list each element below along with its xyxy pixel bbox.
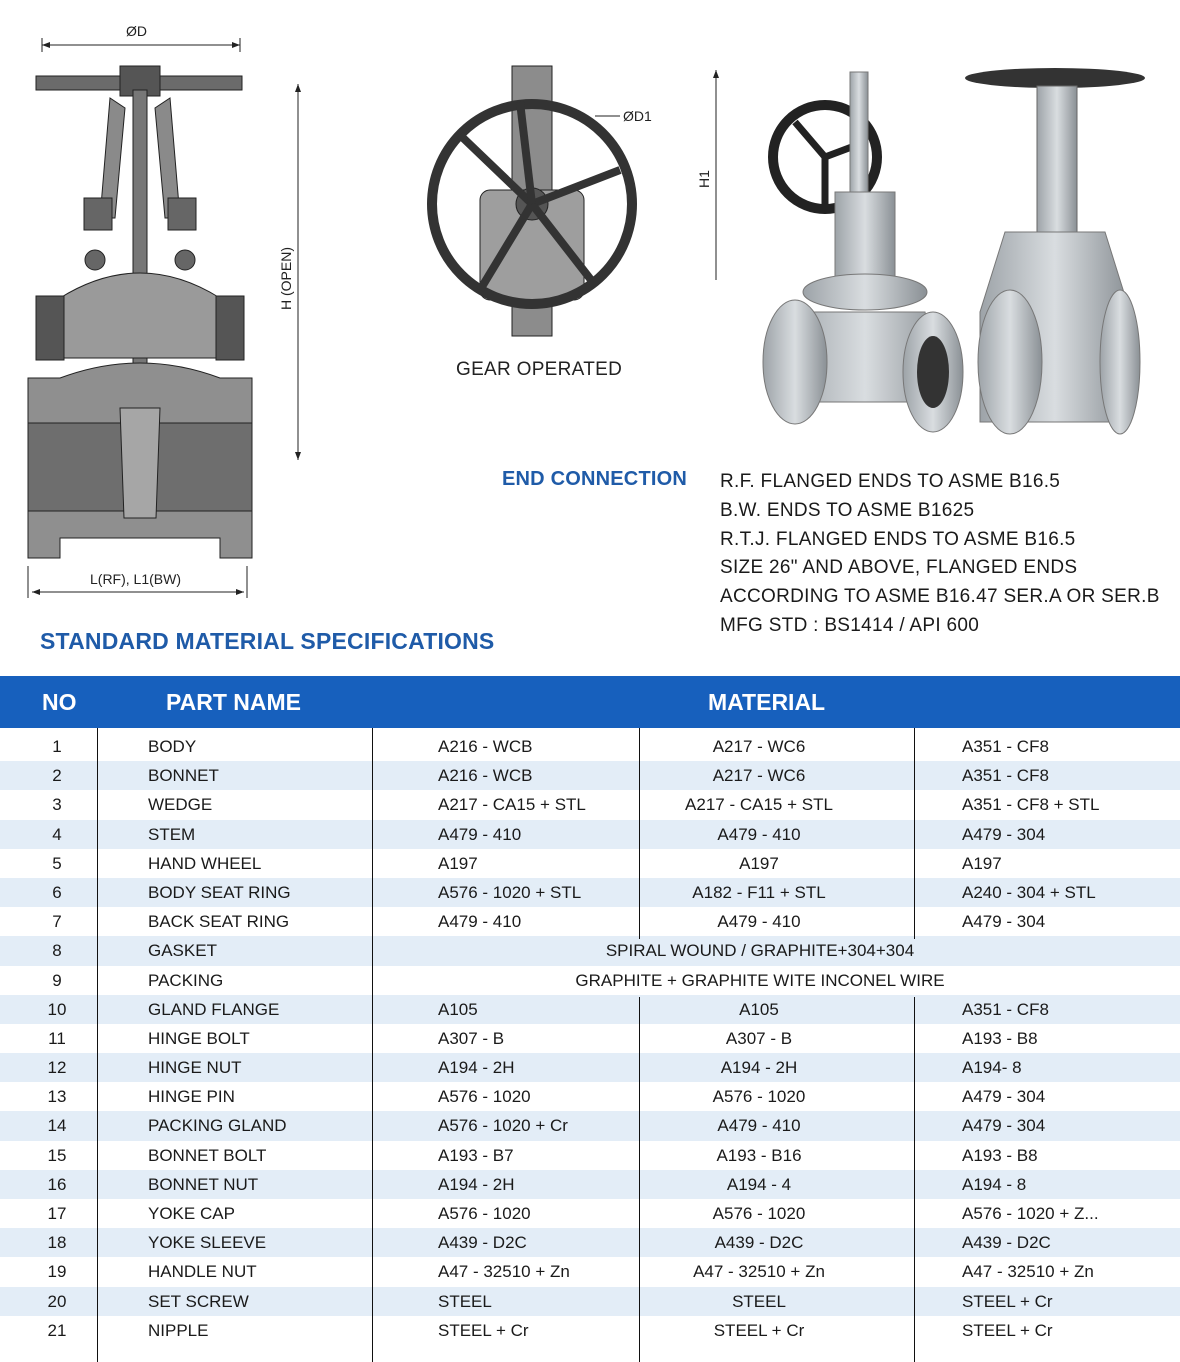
- row-number: 6: [52, 882, 62, 902]
- material-cell: A351 - CF8: [962, 766, 1049, 786]
- column-divider: [914, 997, 915, 1362]
- material-cell: A47 - 32510 + Zn: [438, 1262, 570, 1282]
- material-cell: STEEL: [438, 1291, 492, 1311]
- material-cell: A105: [739, 999, 779, 1019]
- material-cell: A194- 8: [962, 1058, 1022, 1078]
- dim-h-label: H (OPEN): [278, 247, 294, 310]
- table-row: [0, 1024, 1180, 1053]
- part-name-cell: BODY: [148, 737, 197, 756]
- material-span-cell: GRAPHITE + GRAPHITE WITE INCONEL WIRE: [575, 970, 945, 990]
- row-number: 21: [47, 1320, 67, 1340]
- material-cell: A479 - 304: [962, 1087, 1046, 1107]
- spec-section-title: STANDARD MATERIAL SPECIFICATIONS: [40, 628, 495, 654]
- material-cell: A351 - CF8 + STL: [962, 795, 1100, 815]
- material-cell: A197: [739, 853, 779, 873]
- part-name-cell: BONNET NUT: [148, 1174, 259, 1194]
- dim-h1-label: H1: [696, 170, 712, 188]
- part-name-cell: NIPPLE: [148, 1320, 209, 1340]
- material-cell: A194 - 2H: [438, 1174, 515, 1194]
- part-name-cell: HANDLE NUT: [148, 1262, 257, 1282]
- part-name-cell: GLAND FLANGE: [148, 999, 280, 1019]
- row-number: 13: [47, 1087, 67, 1107]
- end-connection-line: R.T.J. FLANGED ENDS TO ASME B16.5: [720, 528, 1076, 550]
- material-cell: A216 - WCB: [438, 766, 533, 786]
- end-connection-line: B.W. ENDS TO ASME B1625: [720, 499, 975, 521]
- end-connection-line: SIZE 26" AND ABOVE, FLANGED ENDS: [720, 557, 1078, 579]
- part-name-cell: HAND WHEEL: [148, 853, 262, 873]
- row-number: 9: [52, 970, 62, 990]
- row-number: 7: [52, 912, 62, 932]
- material-cell: A197: [962, 853, 1002, 873]
- table-row: [0, 936, 1180, 965]
- column-divider: [372, 728, 373, 1362]
- material-cell: A479 - 304: [962, 824, 1046, 844]
- end-connection-line: ACCORDING TO ASME B16.47 SER.A OR SER.B: [720, 586, 1160, 608]
- row-number: 18: [47, 1233, 67, 1253]
- table-row: [0, 1257, 1180, 1286]
- column-divider: [914, 728, 915, 939]
- table-row: [0, 1141, 1180, 1170]
- table-row: [0, 1053, 1180, 1082]
- table-row: [0, 732, 1180, 761]
- material-cell: A194 - 4: [726, 1174, 792, 1194]
- material-cell: A193 - B8: [962, 1145, 1038, 1165]
- valve-product-photo: [755, 62, 1160, 447]
- gear-operated-caption: GEAR OPERATED: [456, 359, 623, 380]
- part-name-cell: BONNET: [148, 766, 219, 786]
- row-number: 17: [47, 1204, 67, 1223]
- material-cell: A105: [438, 999, 478, 1019]
- material-cell: A576 - 1020: [712, 1204, 806, 1223]
- material-cell: STEEL: [732, 1291, 786, 1311]
- material-cell: A479 - 410: [438, 824, 522, 844]
- material-cell: A217 - CA15 + STL: [685, 795, 833, 815]
- column-divider: [639, 997, 640, 1362]
- row-number: 10: [47, 999, 67, 1019]
- dim-d-label: ØD: [126, 23, 147, 39]
- table-row: [0, 878, 1180, 907]
- part-name-cell: BACK SEAT RING: [148, 912, 290, 932]
- material-cell: A479 - 410: [717, 912, 801, 932]
- part-name-cell: BONNET BOLT: [148, 1145, 267, 1165]
- material-cell: A193 - B7: [438, 1145, 514, 1165]
- end-connection-title: END CONNECTION: [502, 468, 688, 490]
- row-number: 16: [47, 1174, 67, 1194]
- material-cell: A217 - WC6: [712, 737, 806, 756]
- part-name-cell: BODY SEAT RING: [148, 882, 291, 902]
- row-number: 2: [52, 766, 62, 786]
- table-row: [0, 820, 1180, 849]
- end-connection-list: [720, 468, 1175, 641]
- material-cell: STEEL + Cr: [962, 1291, 1053, 1311]
- material-span-cell: SPIRAL WOUND / GRAPHITE+304+304: [605, 941, 915, 961]
- part-name-cell: GASKET: [148, 941, 217, 961]
- column-divider: [97, 728, 98, 1362]
- part-name-cell: SET SCREW: [148, 1291, 249, 1311]
- part-name-cell: PACKING: [148, 970, 224, 990]
- table-header: [0, 676, 1180, 728]
- material-cell: A194 - 2H: [720, 1058, 798, 1078]
- material-cell: A576 - 1020: [712, 1087, 806, 1107]
- material-cell: A193 - B8: [962, 1028, 1038, 1048]
- part-name-cell: YOKE SLEEVE: [148, 1233, 267, 1253]
- material-cell: A351 - CF8: [962, 999, 1049, 1019]
- part-name-cell: PACKING GLAND: [148, 1116, 287, 1136]
- material-cell: A307 - B: [725, 1028, 793, 1048]
- material-cell: A576 - 1020: [438, 1087, 531, 1107]
- material-cell: A479 - 410: [717, 1116, 801, 1136]
- part-name-cell: WEDGE: [148, 795, 213, 815]
- material-cell: A479 - 410: [717, 824, 801, 844]
- material-cell: A576 - 1020 + Z...: [962, 1204, 1099, 1223]
- table-row: [0, 966, 1180, 995]
- material-cell: A193 - B16: [716, 1145, 802, 1165]
- material-cell: A194 - 2H: [438, 1058, 515, 1078]
- material-cell: A479 - 410: [438, 912, 522, 932]
- part-name-cell: YOKE CAP: [148, 1204, 235, 1223]
- row-number: 5: [52, 853, 62, 873]
- material-cell: A351 - CF8: [962, 737, 1049, 756]
- table-row: [0, 1199, 1180, 1228]
- table-row: [0, 995, 1180, 1024]
- table-row: [0, 1316, 1180, 1345]
- material-cell: A217 - WC6: [712, 766, 806, 786]
- row-number: 3: [52, 795, 62, 815]
- row-number: 15: [47, 1145, 67, 1165]
- material-cell: A439 - D2C: [438, 1233, 527, 1253]
- end-connection-line: MFG STD : BS1414 / API 600: [720, 614, 980, 636]
- row-number: 19: [47, 1262, 67, 1282]
- table-row: [0, 1287, 1180, 1316]
- table-row: [0, 1082, 1180, 1111]
- material-cell: A194 - 8: [962, 1174, 1027, 1194]
- material-table-body: [0, 732, 1180, 1345]
- header-no: NO: [42, 689, 77, 715]
- material-cell: A216 - WCB: [438, 737, 533, 756]
- material-cell: A479 - 304: [962, 1116, 1046, 1136]
- header-material: MATERIAL: [708, 689, 826, 715]
- dim-l-label: L(RF), L1(BW): [90, 571, 181, 587]
- row-number: 11: [48, 1028, 66, 1048]
- material-cell: A307 - B: [438, 1028, 505, 1048]
- row-number: 14: [47, 1116, 67, 1136]
- table-row: [0, 907, 1180, 936]
- table-row: [0, 1170, 1180, 1199]
- table-row: [0, 1111, 1180, 1140]
- material-cell: STEEL + Cr: [713, 1320, 805, 1340]
- material-cell: A47 - 32510 + Zn: [693, 1262, 825, 1282]
- material-cell: STEEL + Cr: [962, 1320, 1053, 1340]
- part-name-cell: HINGE BOLT: [148, 1028, 250, 1048]
- material-cell: A439 - D2C: [714, 1233, 804, 1253]
- material-cell: A217 - CA15 + STL: [438, 795, 586, 815]
- material-cell: A576 - 1020 + Cr: [438, 1116, 568, 1136]
- row-number: 8: [52, 941, 62, 961]
- table-row: [0, 761, 1180, 790]
- table-row: [0, 790, 1180, 819]
- material-cell: A47 - 32510 + Zn: [962, 1262, 1094, 1282]
- table-row: [0, 1228, 1180, 1257]
- valve-section-drawing: [20, 18, 320, 608]
- column-divider: [639, 728, 640, 939]
- material-cell: STEEL + Cr: [438, 1320, 529, 1340]
- part-name-cell: STEM: [148, 824, 196, 844]
- end-connection-line: R.F. FLANGED ENDS TO ASME B16.5: [720, 471, 1061, 492]
- table-row: [0, 849, 1180, 878]
- material-cell: A182 - F11 + STL: [692, 882, 826, 902]
- material-cell: A439 - D2C: [962, 1233, 1051, 1253]
- header-part-name: PART NAME: [166, 689, 302, 715]
- part-name-cell: HINGE PIN: [148, 1087, 235, 1107]
- material-cell: A240 - 304 + STL: [962, 882, 1096, 902]
- row-number: 20: [47, 1291, 67, 1311]
- material-cell: A576 - 1020 + STL: [438, 882, 582, 902]
- material-cell: A479 - 304: [962, 912, 1046, 932]
- row-number: 4: [52, 824, 62, 844]
- material-cell: A576 - 1020: [438, 1204, 531, 1223]
- row-number: 1: [52, 737, 62, 756]
- gear-operated-drawing: [420, 60, 730, 350]
- row-number: 12: [47, 1058, 67, 1078]
- dim-d1-label: ØD1: [623, 108, 652, 124]
- material-cell: A197: [438, 853, 478, 873]
- part-name-cell: HINGE NUT: [148, 1058, 242, 1078]
